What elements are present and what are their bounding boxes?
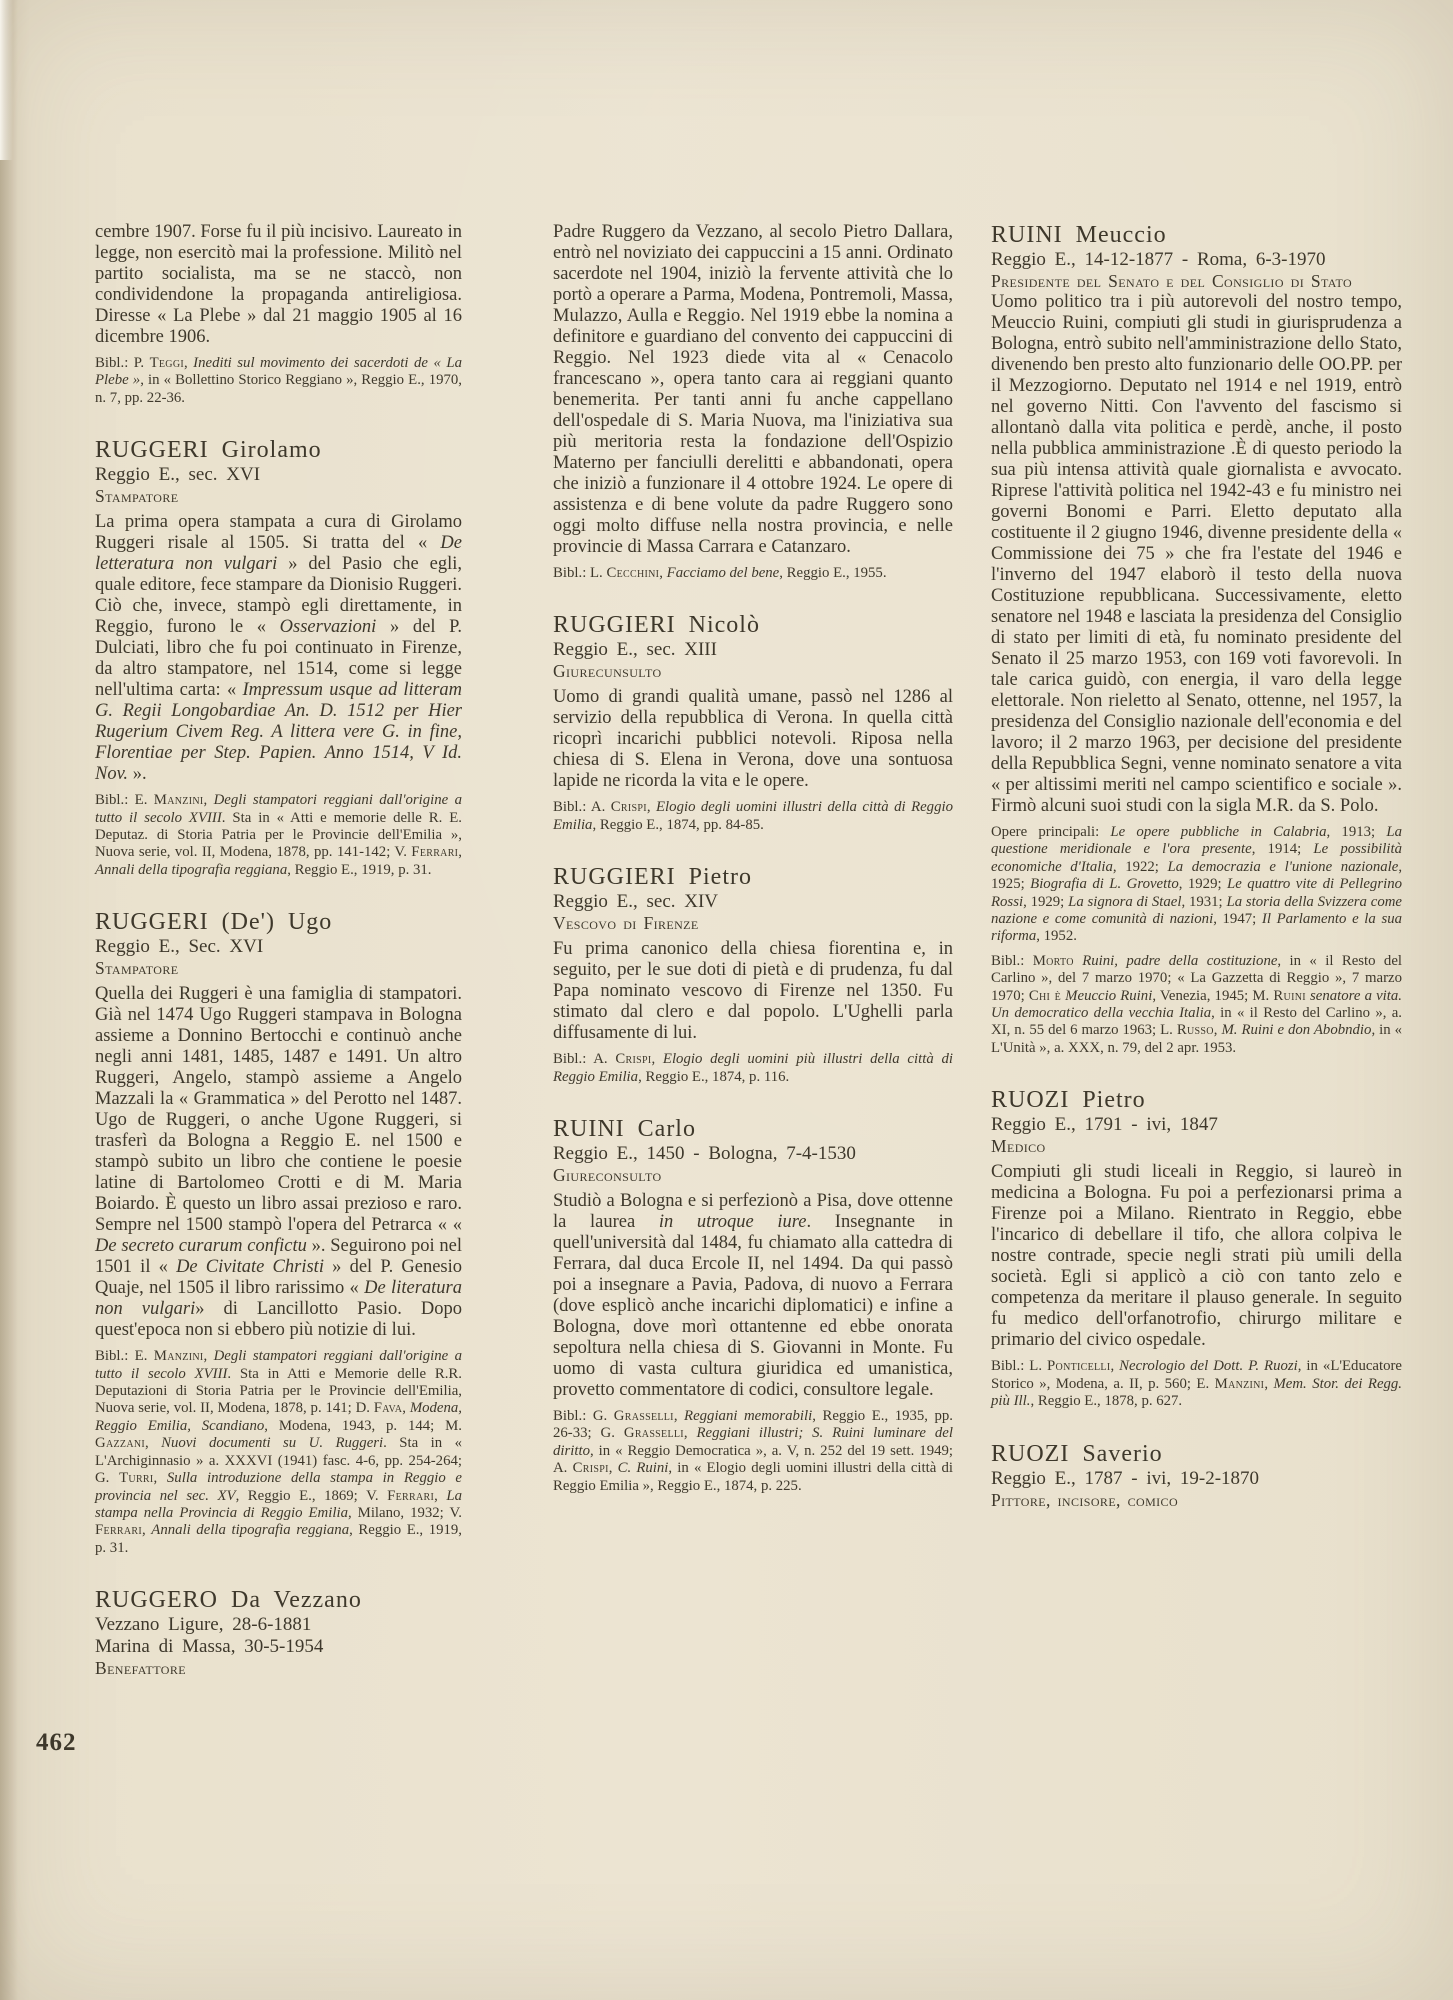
entry-role: Vescovo di Firenze xyxy=(553,913,699,934)
bibliography: Bibl.: P. Teggi, Inediti sul movimento dei sacerdoti de « La Plebe », in « Bollettino Storico Reggiano », Reggio E., 1970, n. 7, pp. 22-36. xyxy=(95,355,462,406)
entry-dates: Reggio E., 1787 - ivi, 19-2-1870 xyxy=(991,1467,1260,1489)
entry-bibliography: Bibl.: A. Crispi, Elogio degli uomini più illustri della città di Reggio Emilia, Reggio E., 1874, p. 116. xyxy=(553,1051,953,1085)
entry-role: Medico xyxy=(991,1136,1046,1157)
entry-bibliography: Bibl.: E. Manzini, Degli stampatori reggiani dall'origine a tutto il secolo XVIII. Sta in Atti e Memorie delle R.R. Deputazioni di Storia Patria per le Provincie dell'Emilia, Nuova serie, vol. II, Modena, 1878, p. 141; D. Fava, Modena, Reggio Emilia, Scandiano, Modena, 1943, p. 144; M. Gazzani, Nuovi documenti su U. Ruggeri. Sta in « L'Archiginnasio » a. XXXVI (1941) fasc. 4-6, pp. 254-264; G. Turri, Sulla introduzione della stampa in Reggio e provincia nel sec. XV, Reggio E., 1869; V. Ferrari, La stampa nella Provincia di Reggio Emilia, Milano, 1932; V. Ferrari, Annali della tipografia reggiana, Reggio E., 1919, p. 31. xyxy=(95,1348,463,1556)
entry-role: Benefattore xyxy=(95,1658,186,1679)
entry-body: Quella dei Ruggeri è una famiglia di stampatori. Già nel 1474 Ugo Ruggeri stampava in Bologna assieme a Donnino Bertocchi e continuò anche negli anni 1481, 1485, 1487 e 1491. Un altro Ruggeri, Angelo, stampò assieme a Angelo Mazzali la « Grammatica » del Perotto nel 1487. Ugo de Ruggeri, o anche Ugone Ruggeri, si trasferì da Bologna a Reggio E. nel 1500 e stampò subito un libro che contiene le poesie latine di Bartolomeo Crotti e di M. Maria Boiardo. È questo un libro assai prezioso e raro. Sempre nel 1500 stampò l'opera del Petrarca « « De secreto curarum confictu ». Seguirono poi nel 1501 il « De Civitate Christi » del P. Genesio Quaje, nel 1505 il libro rarissimo « De literatura non vulgari» di Lancillotto Pasio. Dopo quest'epoca non si ebbero più notizie di lui. xyxy=(95,984,462,1341)
entry-dates: Reggio E., sec. XIII xyxy=(553,639,717,661)
entry-dates: Reggio E., sec. XVI xyxy=(95,464,261,486)
entry-dates: Reggio E., Sec. XVI xyxy=(95,936,264,958)
entry-body: Compiuti gli studi liceali in Reggio, si laureò in medicina a Bologna. Fu poi a perfezionarsi prima a Firenze poi a Milano. Rientrato in Reggio, ebbe l'incarico di debellare il tifo, che allora colpiva le nostre contrade, specie negli strati più umili della società. Egli si applicò a ciò con tanto zelo e competenza da meritare il plauso generale. In seguito fu medico dell'orfanotrofio, chirurgo militare e primario del civico ospedale. xyxy=(991,1162,1402,1351)
entry-ruozi-pietro xyxy=(991,1087,1402,1410)
entry-name: RUINI Carlo xyxy=(553,1116,696,1143)
entry-dates: Reggio E., sec. XIV xyxy=(553,891,719,913)
entry-bibliography: Bibl.: Morto Ruini, padre della costituzione, in « il Resto del Carlino », del 7 marzo 1970; « La Gazzetta di Reggio », 7 marzo 1970; Chi è Meuccio Ruini, Venezia, 1945; M. Ruini senatore a vita. Un democratico della vecchia Italia, in « il Resto del Carlino », a. XI, n. 55 del 6 marzo 1963; L. Russo, M. Ruini e don Abobndio, in « L'Unità », a. XXX, n. 79, del 2 apr. 1953. xyxy=(991,952,1403,1056)
bibliography: Bibl.: L. Cecchini, Facciamo del bene, Reggio E., 1955. xyxy=(553,565,887,581)
entry-role: Pittore, incisore, comico xyxy=(991,1489,1179,1510)
entry-birth: Vezzano Ligure, 28-6-1881 xyxy=(95,1614,312,1636)
entry-body: Fu prima canonico della chiesa fiorentina e, in seguito, per le sue doti di pietà e di prudenza, fu dal Papa nominato vescovo di Firenze nel 1350. Fu stimato dal clero e dal popolo. L'Ughelli parla diffusamente di lui. xyxy=(553,939,953,1044)
entry-role: Stampatore xyxy=(95,486,179,507)
entry-bibliography: Bibl.: E. Manzini, Degli stampatori reggiani dall'origine a tutto il secolo XVIII. Sta in « Atti e memorie delle R. E. Deputaz. di Storia Patria per le Provincie dell'Emilia », Nuova serie, vol. II, Modena, 1878, pp. 141-142; V. Ferrari, Annali della tipografia reggiana, Reggio E., 1919, p. 31. xyxy=(95,792,463,878)
entry-role: Stampatore xyxy=(95,958,179,979)
entry-role: Giurecunsulto xyxy=(553,661,662,682)
entry-name: RUGGERI Girolamo xyxy=(95,437,322,464)
entry-name: RUINI Meuccio xyxy=(991,222,1167,248)
paper-left-edge-shadow xyxy=(0,0,18,2000)
entry-role: Giureconsulto xyxy=(553,1165,662,1186)
entry-name: RUGGIERI Pietro xyxy=(553,864,752,891)
entry-dates: Reggio E., 14-12-1877 - Roma, 6-3-1970 xyxy=(991,249,1326,270)
continued-paragraph: cembre 1907. Forse fu il più incisivo. Laureato in legge, non esercitò mai la professione. Militò nel partito socialista, ma se ne staccò, non condividendone la propaganda antireligiosa. Diresse « La Plebe » dal 21 maggio 1905 al 16 dicembre 1906. xyxy=(95,222,462,347)
entry-ruini-meuccio xyxy=(991,222,1402,1057)
entry-body: La prima opera stampata a cura di Girolamo Ruggeri risale al 1505. Si tratta del « De letteratura non vulgari » del Pasio che egli, quale editore, fece stampare da Dionisio Ruggeri. Ciò che, invece, stampò egli direttamente, in Reggio, furono le « Osservazioni » del P. Dulciati, libro che fu poi continuato in Firenze, da altro stampatore, nel 1514, come si legge nell'ultima carta: « Impressum usque ad litteram G. Regii Longobardiae An. D. 1512 per Hier Rugerium Civem Reg. A littera vere G. in fine, Florentiae per Step. Papien. Anno 1514, V Id. Nov. ». xyxy=(95,512,463,785)
continued-paragraph: Padre Ruggero da Vezzano, al secolo Pietro Dallara, entrò nel noviziato dei cappuccini a 15 anni. Ordinato sacerdote nel 1904, iniziò la fervente attività che lo portò a operare a Parma, Modena, Pontremoli, Massa, Mulazzo, Aulla e Reggio. Nel 1919 ebbe la nomina a definitore e guardiano del convento dei cappuccini di Reggio. Nel 1923 diede vita al « Cenacolo francescano », opera tanto cara ai reggiani quanto benemerita. Per tanti anni fu anche cappellano dell'ospedale di S. Maria Nuova, ma l'iniziativa sua più meritoria resta la fondazione dell'Ospizio Materno per fanciulli derelitti e abbandonati, opera che iniziò a funzionare il 4 ottobre 1924. Le opere di assistenza e di bene volute da padre Ruggero sono oggi molto diffuse nella nostra provincia, e nelle provincie di Massa Carrara e Catanzaro. xyxy=(553,222,953,557)
entry-death: Marina di Massa, 30-5-1954 xyxy=(95,1636,324,1658)
entry-bibliography: Bibl.: G. Grasselli, Reggiani memorabili, Reggio E., 1935, pp. 26-33; G. Grasselli, Reggiani illustri; S. Ruini luminare del diritto, in « Reggio Democratica », a. V, n. 252 del 19 sett. 1949; A. Crispi, C. Ruini, in « Elogio degli uomini illustri della città di Reggio Emilia », Reggio E., 1874, p. 225. xyxy=(553,1408,954,1494)
entry-body: Studiò a Bologna e si perfezionò a Pisa, dove ottenne la laurea in utroque iure. Insegnante in quell'università dal 1484, fu chiamato alla cattedra di Ferrara, dal duca Ercole II, nel 1494. Da qui passò poi a insegnare a Pavia, Padova, di nuovo a Ferrara (dove esplicò anche incarichi diplomatici) e infine a Bologna, dove morì ottantenne ed ebbe onorata sepoltura nella chiesa di S. Giovanni in Monte. Fu uomo di vasta cultura giuridica ed umanistica, provetto commentatore di codici, consultore legale. xyxy=(553,1191,953,1401)
entry-ruggieri-pietro xyxy=(553,864,953,1086)
column-2 xyxy=(553,222,953,1495)
entry-body: Uomo politico tra i più autorevoli del nostro tempo, Meuccio Ruini, compiuti gli studi in giurisprudenza a Bologna, entrò subito nell'amministrazione dello Stato, divenendo ben presto alto funzionario delle OO.PP. per il Mezzogiorno. Deputato nel 1914 e nel 1919, entrò nel governo Nitti. Con l'avvento del fascismo si allontanò dalla vita politica e perdè, anche, il posto nella pubblica amministrazione .È di questo periodo la sua più intensa attività quale giornalista e avvocato. Riprese l'attività politica nel 1942-43 e fu ministro nei governi Bonomi e Parri. Eletto deputato alla costituente il 2 giugno 1946, divenne presidente della « Commissione dei 75 » che fra l'estate del 1946 e l'inverno del 1947 elaborò il testo della nuova Costituzione repubblicana. Successivamente, eletto senatore nel 1948 e lasciata la presidenza del Consiglio di stato per limiti di età, fu nominato presidente del Senato il 25 marzo 1953, con 169 voti favorevoli. In tale carica guidò, con energia, il varo della legge elettorale. Non rieletto al Senato, ottenne, nel 1957, la presidenza del Consiglio nazionale dell'economia e del lavoro; il 2 marzo 1963, per decisione del presidente della Repubblica Segni, venne nominato senatore a vita « per altissimi meriti nel campo scientifico e sociale ». Firmò alcuni suoi studi con la sigla M.R. da S. Polo. xyxy=(991,292,1402,816)
entry-ruggieri-nicolo xyxy=(553,612,953,834)
entry-bibliography: Bibl.: A. Crispi, Elogio degli uomini illustri della città di Reggio Emilia, Reggio E., 1874, pp. 84-85. xyxy=(553,799,953,833)
entry-body: Uomo di grandi qualità umane, passò nel 1286 al servizio della repubblica di Verona. In quella città ricoprì incarichi pubblici notevoli. Riposa nella chiesa di S. Elena in Verona, dove una sontuosa lapide ne ricorda la vita e le opere. xyxy=(553,687,953,792)
entry-role: Presidente del Senato e del Consiglio di Stato xyxy=(991,271,1353,291)
entry-name: RUGGERI (De') Ugo xyxy=(95,909,333,936)
entry-bibliography: Bibl.: L. Ponticelli, Necrologio del Dott. P. Ruozi, in «L'Educatore Storico », Modena, a. II, p. 560; E. Manzini, Mem. Stor. dei Regg. più Ill., Reggio E., 1878, p. 627. xyxy=(991,1358,1403,1410)
entry-ruggero-da-vezzano xyxy=(95,1587,462,1679)
entry-name: RUOZI Pietro xyxy=(991,1087,1146,1114)
paper-corner-highlight xyxy=(0,0,13,160)
entry-name: RUGGIERI Nicolò xyxy=(553,612,760,639)
page-number: 462 xyxy=(36,1729,77,1756)
entry-name: RUOZI Saverio xyxy=(991,1440,1163,1467)
entry-dates: Reggio E., 1791 - ivi, 1847 xyxy=(991,1114,1218,1136)
column-3 xyxy=(991,222,1402,1511)
entry-works-list: Opere principali: Le opere pubbliche in Calabria, 1913; La questione meridionale e l'ora presente, 1914; Le possibilità economiche d'Italia, 1922; La democrazia e l'unione nazionale, 1925; Biografia di L. Grovetto, 1929; Le quattro vite di Pellegrino Rossi, 1929; La signora di Stael, 1931; La storia della Svizzera come nazione e come comunità di nazioni, 1947; Il Parlamento e la sua riforma, 1952. xyxy=(991,824,1403,945)
entry-dates: Reggio E., 1450 - Bologna, 7-4-1530 xyxy=(553,1143,856,1165)
entry-ruggeri-de-ugo xyxy=(95,909,462,1557)
entry-ruggeri-girolamo xyxy=(95,437,462,879)
entry-ruini-carlo xyxy=(553,1116,953,1495)
entry-name: RUGGERO Da Vezzano xyxy=(95,1587,362,1614)
entry-ruozi-saverio xyxy=(991,1441,1402,1511)
column-1 xyxy=(95,222,462,1679)
